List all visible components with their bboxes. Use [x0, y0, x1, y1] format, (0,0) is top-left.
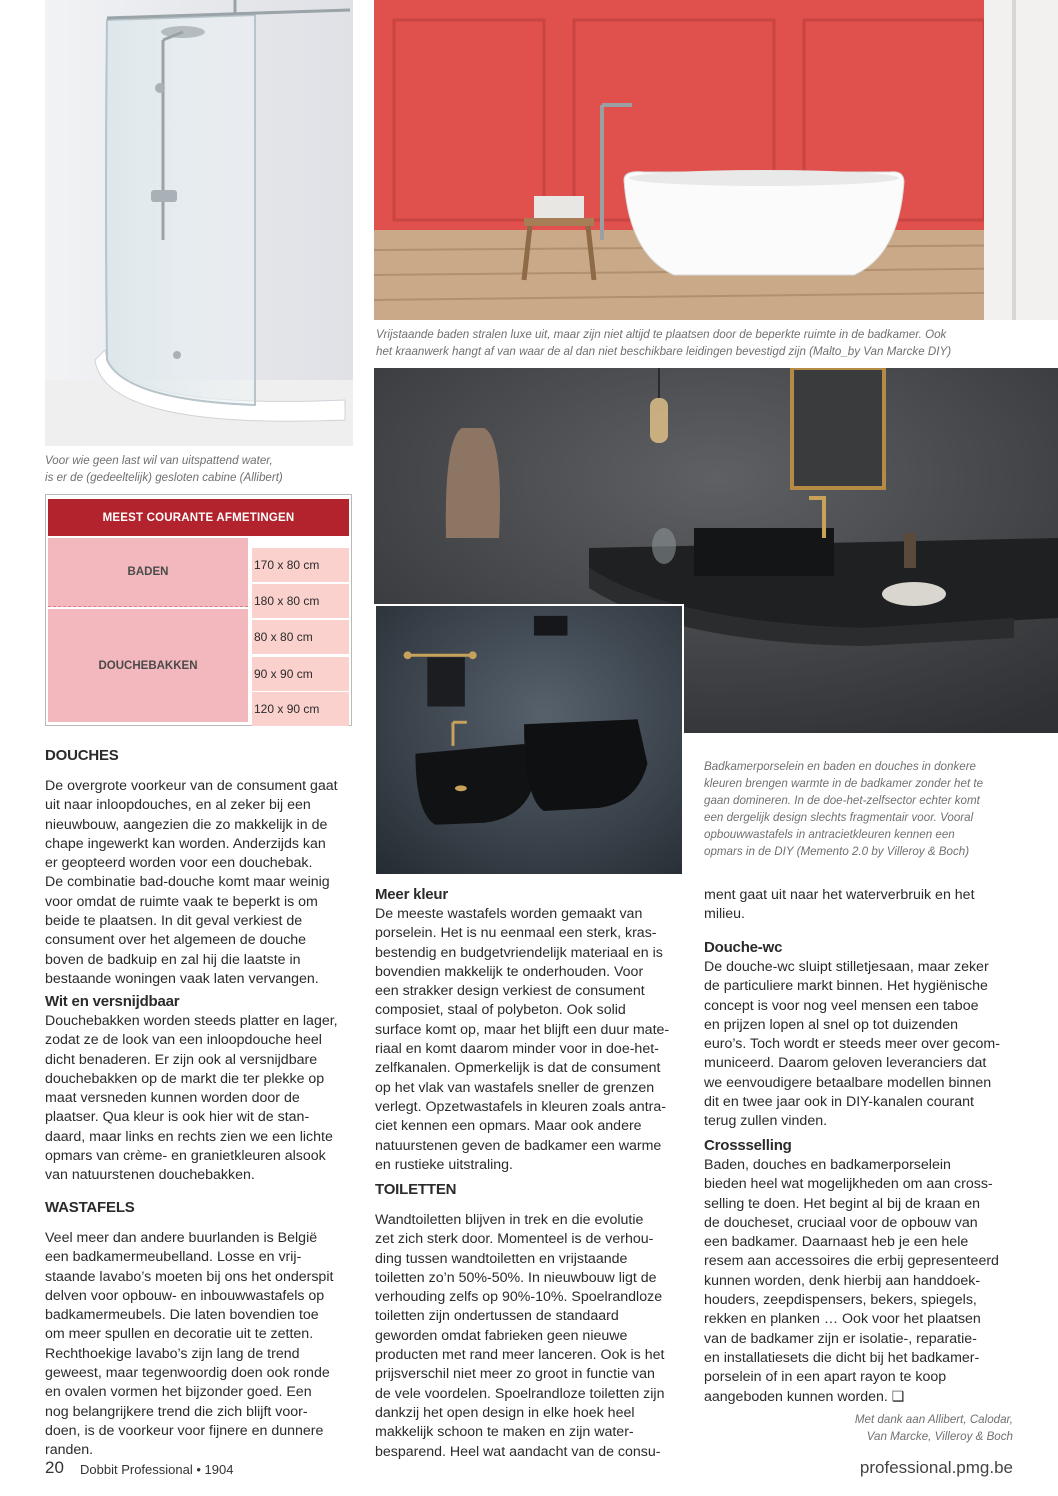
shower-cabin-photo [45, 0, 353, 446]
text-line: Wandtoiletten blijven in trek en die evolutie [375, 1212, 644, 1228]
text-line: randen. [45, 1442, 94, 1459]
text-line: we eenvoudigere betaalbare modellen binnen [704, 1074, 992, 1091]
magazine-issue: Dobbit Professional • 1904 [80, 1462, 234, 1477]
text-line: geweest, maar tegenwoordig doen ook ronde [45, 1365, 330, 1382]
text-line: porselein. Het is nu eenmaal een sterk, kras- [375, 925, 657, 942]
dark-caption-line: opbouwwastafels in antracietkleuren kennen een [704, 828, 955, 841]
text-line: en installatiesets die dicht bij het badkamer- [704, 1349, 980, 1366]
text-line: bieden heel wat mogelijkheden om aan cross- [704, 1176, 993, 1193]
wastafels-heading: WASTAFELS [45, 1199, 135, 1216]
text-line: Veel meer dan andere buurlanden is België [45, 1230, 318, 1246]
text-line: Rechthoekige lavabo’s zijn lang de trend [45, 1345, 300, 1362]
website-url[interactable]: professional.pmg.be [859, 1458, 1013, 1477]
text-line: Douchebakken worden steeds platter en lager, [45, 1013, 338, 1029]
dark-caption-line: gaan domineren. In de doe-het-zelfsector echter komt [704, 794, 980, 807]
text-line: dit en twee jaar ook in DIY-kanalen courant [704, 1094, 974, 1111]
text-line: nieuwbouw, aangezien die zo makkelijk in de [45, 816, 328, 833]
bath-caption-line: het kraanwerk hangt af van waar de al dan niet beschikbare leidingen bevestigd zijn (Malto_by Van Marcke DIY) [376, 345, 952, 358]
text-line: surface komt op, maar het blijft een duur mate- [375, 1021, 670, 1038]
douchebakken-size-cell: 120 x 90 cm [252, 692, 349, 726]
text-line: boven de badkuip en zal hij die laatste in [45, 951, 301, 968]
dark-caption-line: kleuren brengen warmte in de badkamer zonder het te [704, 777, 984, 790]
baden-category: BADEN [48, 538, 248, 607]
text-line: maat versneden kunnen worden door de [45, 1090, 300, 1107]
thanks-line: Van Marcke, Villeroy & Boch [866, 1430, 1013, 1443]
baden-size-cell: 170 x 80 cm [252, 548, 349, 582]
text-line: zodat ze de look van een inloopdouche heel [45, 1032, 322, 1049]
text-line: badkamermeubels. Die laten bovendien toe [45, 1307, 319, 1324]
shower-caption-line: is er de (gedeeltelijk) gesloten cabine (Allibert) [45, 471, 283, 484]
text-line: een badkamermeubelland. Losse en vrij- [45, 1249, 302, 1266]
dark-caption-line: opmars in de DIY (Memento 2.0 by Villeroy & Boch) [704, 845, 970, 858]
meer-kleur-paragraph [375, 905, 684, 1175]
baden-size-cell: 180 x 80 cm [252, 584, 349, 618]
thanks-credit [704, 1411, 1013, 1445]
text-line: om meer spullen en decoratie uit te zetten. [45, 1326, 314, 1343]
crossselling-paragraph [704, 1156, 1013, 1407]
freestanding-bath-photo [374, 0, 1058, 320]
text-line: consument over het algemeen de douche [45, 932, 307, 949]
toiletten-heading: TOILETTEN [375, 1181, 457, 1198]
text-line: nog belangrijkere trend die zich blijft voor- [45, 1403, 308, 1420]
douchebakken-size-cell: 80 x 80 cm [252, 620, 349, 654]
douchebakken-category: DOUCHEBAKKEN [48, 609, 248, 722]
text-line: er geopteerd worden voor een douchebak. [45, 855, 313, 872]
text-line: toiletten zijn ondertussen de standaard [375, 1308, 619, 1325]
text-line: staande lavabo’s moeten bij ons het onderspit [45, 1268, 334, 1285]
text-line: en ovalen vormen het bijzonder goed. Een [45, 1384, 312, 1401]
douches-paragraph [45, 777, 354, 989]
text-line: municeerd. Daarom geloven leveranciers dat [704, 1055, 987, 1072]
text-line: bestaande woningen vaak laten vervangen. [45, 970, 319, 987]
text-line: daard, maar links en rechts zien we een lichte [45, 1128, 333, 1145]
text-line: van natuurstenen douchebakken. [45, 1167, 255, 1184]
bath-caption [376, 326, 1056, 360]
douchebakken-size-cell: 90 x 90 cm [252, 657, 349, 691]
dark-caption-line: Badkamerporselein en baden en douches in donkere [704, 760, 977, 773]
text-line: opmars van crème- en granietkleuren alsook [45, 1148, 326, 1165]
text-line: euro’s. Toch wordt er steeds meer over gecom- [704, 1036, 1000, 1053]
text-line: douchebakken op de markt die ter plekke op [45, 1070, 325, 1087]
crossselling-heading: Crossselling [704, 1137, 792, 1154]
text-line: ding tussen wandtoiletten en vrijstaande [375, 1250, 628, 1267]
text-line: chape ingewerkt kan worden. Anderzijds kan [45, 835, 326, 852]
text-line: milieu. [704, 906, 745, 923]
text-line: aangeboden kunnen worden. ❑ [704, 1388, 905, 1405]
text-line: de vele voordelen. Spoelrandloze toiletten zijn [375, 1385, 665, 1402]
text-line: voor omdat de ruimte vaak te beperkt is om [45, 893, 318, 910]
text-line: de doucheset, cruciaal voor de opbouw van [704, 1214, 978, 1231]
dimensions-table-title: MEEST COURANTE AFMETINGEN [48, 499, 349, 536]
text-line: natuurstenen geven de badkamer een warme [375, 1137, 662, 1154]
text-line: makkelijk schoon te maken en zijn water- [375, 1424, 634, 1441]
text-line: van de badkamer zijn er isolatie-, reparatie- [704, 1330, 977, 1347]
black-toilet-photo [374, 604, 684, 876]
text-line: geworden omdat fabrieken geen nieuwe [375, 1327, 628, 1344]
dark-bathroom-caption [704, 758, 1024, 860]
text-line: terug zullen vinden. [704, 1113, 828, 1130]
douche-wc-heading: Douche-wc [704, 939, 783, 956]
text-line: De combinatie bad-douche komt maar weinig [45, 874, 330, 891]
text-line: en prijzen lopen al snel op tot duizenden [704, 1016, 958, 1033]
text-line: riaal en komt daarom minder voor in doe-het- [375, 1041, 659, 1058]
text-line: concept is voor nog veel mensen een taboe [704, 997, 979, 1014]
text-line: resem aan accessoires die erbij gepresenteerd [704, 1253, 999, 1270]
toiletten-paragraph [375, 1211, 684, 1462]
text-line: zet zich sterk door. Momenteel is de verhou- [375, 1231, 654, 1248]
text-line: toiletten zo’n 50%-50%. In nieuwbouw ligt de [375, 1269, 657, 1286]
text-line: producten met rand meer lanceren. Ook is het [375, 1347, 665, 1364]
dark-caption-line: een dergelijk design slechts fragmentair voor. Vooral [704, 811, 974, 824]
text-line: en rustieke uitstraling. [375, 1156, 514, 1173]
text-line: besparend. Heel wat aandacht van de consu- [375, 1443, 661, 1460]
text-line: ciet kennen een opmars. Maar ook andere [375, 1118, 642, 1135]
wit-versnijdbaar-heading: Wit en versnijdbaar [45, 993, 180, 1010]
shower-caption [45, 452, 355, 486]
wit-versnijdbaar-paragraph [45, 1012, 354, 1186]
text-line: beide te plaatsen. In dit geval verkiest de [45, 913, 303, 930]
text-line: rekken en planken … Ook voor het plaatsen [704, 1311, 981, 1328]
dimensions-table [45, 494, 352, 726]
meer-kleur-heading: Meer kleur [375, 886, 449, 903]
text-line: Baden, douches en badkamerporselein [704, 1157, 951, 1173]
text-line: De overgrote voorkeur van de consument gaat [45, 778, 338, 794]
text-line: selling te doen. Het begint al bij de kraan en [704, 1195, 981, 1212]
wastafels-paragraph [45, 1229, 354, 1461]
douche-wc-paragraph [704, 958, 1013, 1132]
text-line: de particuliere markt binnen. Het hygiënische [704, 978, 988, 995]
text-line: op het vlak van wastafels sneller de grenzen [375, 1079, 655, 1096]
text-line: ment gaat uit naar het waterverbruik en het [704, 887, 975, 903]
text-line: plaatser. Qua kleur is ook hier wit de stan- [45, 1109, 310, 1126]
text-line: De douche-wc sluipt stilletjesaan, maar zeker [704, 959, 989, 975]
page-number: 20 [45, 1458, 64, 1477]
bath-caption-line: Vrijstaande baden stralen luxe uit, maar zijn niet altijd te plaatsen door de beperkte ruimte in de badkamer. Ook [376, 328, 947, 341]
thanks-line: Met dank aan Allibert, Calodar, [854, 1413, 1013, 1426]
text-line: De meeste wastafels worden gemaakt van [375, 906, 643, 922]
text-line: kunnen worden, denk hierbij aan handdoek- [704, 1272, 981, 1289]
shower-caption-line: Voor wie geen last wil van uitspattend water, [45, 454, 273, 467]
text-line: doen, is de voorkeur voor fijnere en dunnere [45, 1422, 324, 1439]
text-line: composiet, staal of polybeton. Ook solid [375, 1002, 626, 1019]
text-line: prijsverschil niet meer zo groot in functie van [375, 1366, 655, 1383]
text-line: uit naar inloopdouches, en al zeker bij een [45, 797, 311, 814]
text-line: zelfkanalen. Opmerkelijk is dat de consument [375, 1060, 661, 1077]
text-line: dankzij het open design in elke hoek heel [375, 1404, 635, 1421]
douches-heading: DOUCHES [45, 747, 119, 764]
text-line: porselein of in een apart rayon te koop [704, 1369, 947, 1386]
text-line: een strakker design verkiest de consument [375, 983, 645, 1000]
text-line: verhouding zelfs op 90%-10%. Spoelrandloze [375, 1289, 663, 1306]
text-line: bovendien makkelijk te onderhouden. Voor [375, 963, 644, 980]
text-line: een badkamer. Daarnaast heb je een hele [704, 1234, 969, 1251]
text-line: verlegt. Opzetwastafels in kleuren zoals antra- [375, 1098, 666, 1115]
text-line: dicht benaderen. Er zijn ook al versnijdbare [45, 1051, 318, 1068]
text-line: delven voor opbouw- en inbouwwastafels op [45, 1287, 325, 1304]
text-line: bestendig en budgetvriendelijk materiaal en is [375, 944, 663, 961]
continuation-paragraph [704, 886, 1013, 925]
text-line: houders, zeepdispensers, bekers, spiegels, [704, 1292, 977, 1309]
